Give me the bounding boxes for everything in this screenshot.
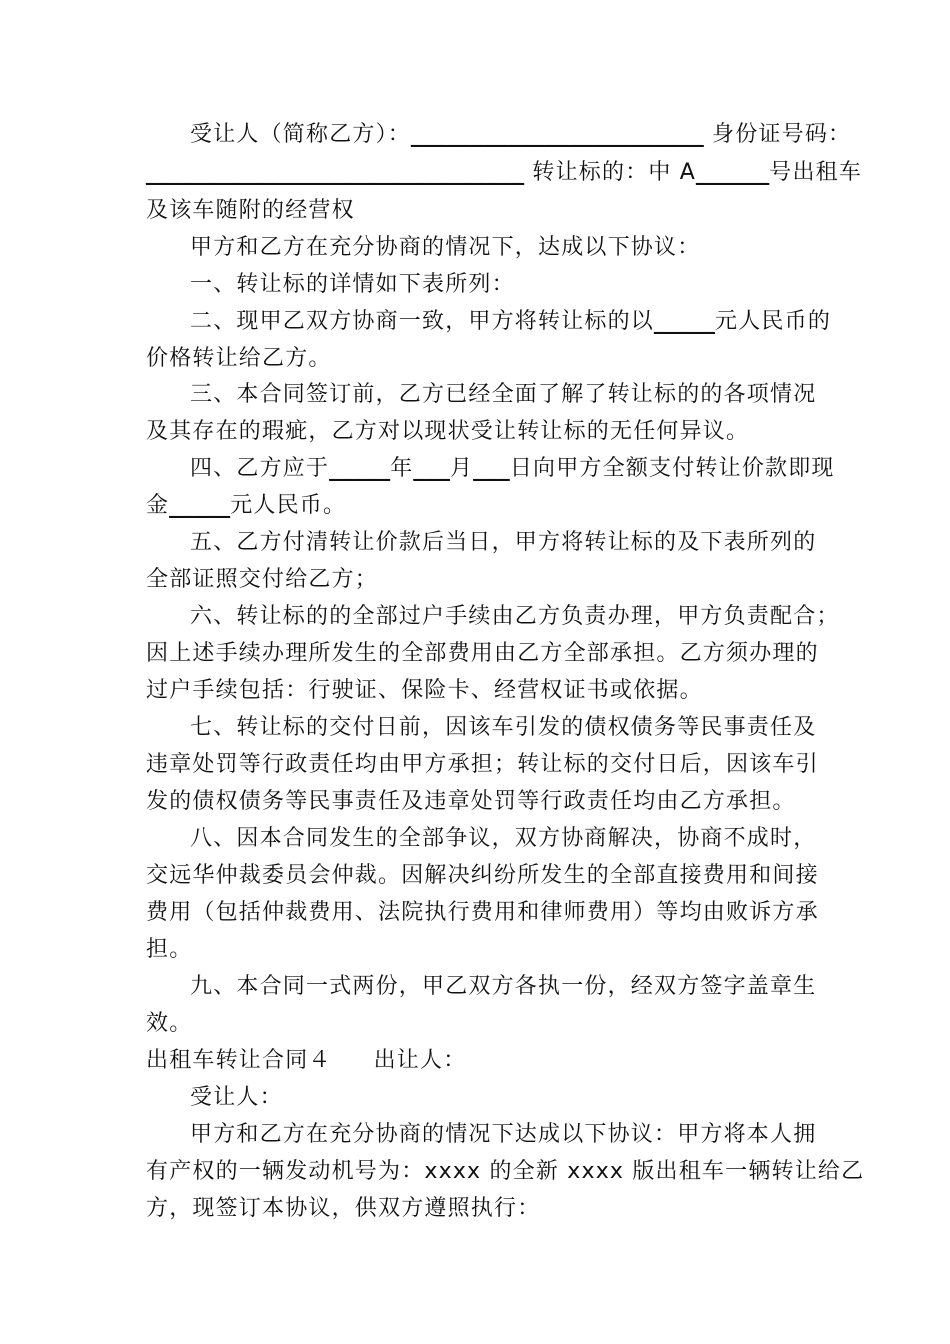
line-transferee: 受让人（简称乙方）：________________________ 身份证号码： (190, 122, 852, 147)
blank-price: _____ (654, 309, 716, 334)
paragraph-line: 过户手续包括：行驶证、保险卡、经营权证书或依据。 (146, 678, 703, 703)
clause-8: 八、因本合同发生的全部争议，双方协商解决，协商不成时， (190, 826, 817, 851)
paragraph-line: 发的债权债务等民事责任及违章处罚等行政责任均由乙方承担。 (146, 789, 796, 814)
paragraph-line: 费用（包括仲裁费用、法院执行费用和律师费用）等均由败诉方承 (146, 900, 819, 925)
line-id-and-subject: _______________________________ 转让标的：中 A______号出租车 (146, 160, 863, 185)
clause-1: 一、转让标的详情如下表所列： (190, 272, 515, 297)
transferee-label: 受让人： (190, 1085, 283, 1110)
blank-year: _____ (329, 456, 391, 481)
clause-4: 四、乙方应于_____年___月___日向甲方全额支付转让价款即现 (190, 456, 835, 481)
contract-heading-line (146, 1043, 811, 1079)
blank-day: ___ (473, 456, 510, 481)
blank-cash-amount: _____ (169, 493, 231, 518)
paragraph-line: 违章处罚等行政责任均由甲方承担；转让标的交付日后，因该车引 (146, 752, 819, 777)
paragraph-line: 甲方和乙方在充分协商的情况下达成以下协议：甲方将本人拥 (190, 1122, 817, 1147)
paragraph-line: 及其存在的瑕疵，乙方对以现状受让转让标的无任何异议。 (146, 419, 750, 444)
paragraph-line: 甲方和乙方在充分协商的情况下，达成以下协议： (190, 235, 701, 260)
paragraph-line: 因上述手续办理所发生的全部费用由乙方全部承担。乙方须办理的 (146, 641, 819, 666)
blank-id-number: _______________________________ (146, 160, 525, 185)
paragraph-line: 交远华仲裁委员会仲裁。因解决纠纷所发生的全部直接费用和间接 (146, 863, 819, 888)
paragraph-line: 全部证照交付给乙方； (146, 567, 379, 592)
paragraph-line: 方，现签订本协议，供双方遵照执行： (146, 1196, 541, 1221)
paragraph-line: 金_____元人民币。 (146, 493, 347, 518)
paragraph-line: 有产权的一辆发动机号为：xxxx 的全新 xxxx 版出租车一辆转让给乙 (146, 1159, 865, 1184)
blank-plate-number: ______ (696, 160, 770, 185)
clause-7: 七、转让标的交付日前，因该车引发的债权债务等民事责任及 (190, 715, 817, 740)
blank-transferee-name: ________________________ (411, 122, 704, 147)
paragraph-line: 担。 (146, 937, 193, 962)
clause-2: 二、现甲乙双方协商一致，甲方将转让标的以_____元人民币的 (190, 309, 832, 334)
contract-heading: 出租车转让合同４ (146, 1048, 332, 1073)
clause-3: 三、本合同签订前，乙方已经全面了解了转让标的的各项情况 (190, 382, 817, 407)
paragraph-line: 及该车随附的经营权 (146, 198, 355, 223)
clause-9: 九、本合同一式两份，甲乙双方各执一份，经双方签字盖章生 (190, 974, 817, 999)
blank-month: ___ (413, 456, 451, 481)
paragraph-line: 效。 (146, 1011, 193, 1036)
paragraph-line: 价格转让给乙方。 (146, 346, 332, 371)
clause-6: 六、转让标的的全部过户手续由乙方负责办理，甲方负责配合； (190, 604, 840, 629)
clause-5: 五、乙方付清转让价款后当日，甲方将转让标的及下表所列的 (190, 530, 817, 555)
transferor-label: 出让人： (373, 1048, 467, 1073)
